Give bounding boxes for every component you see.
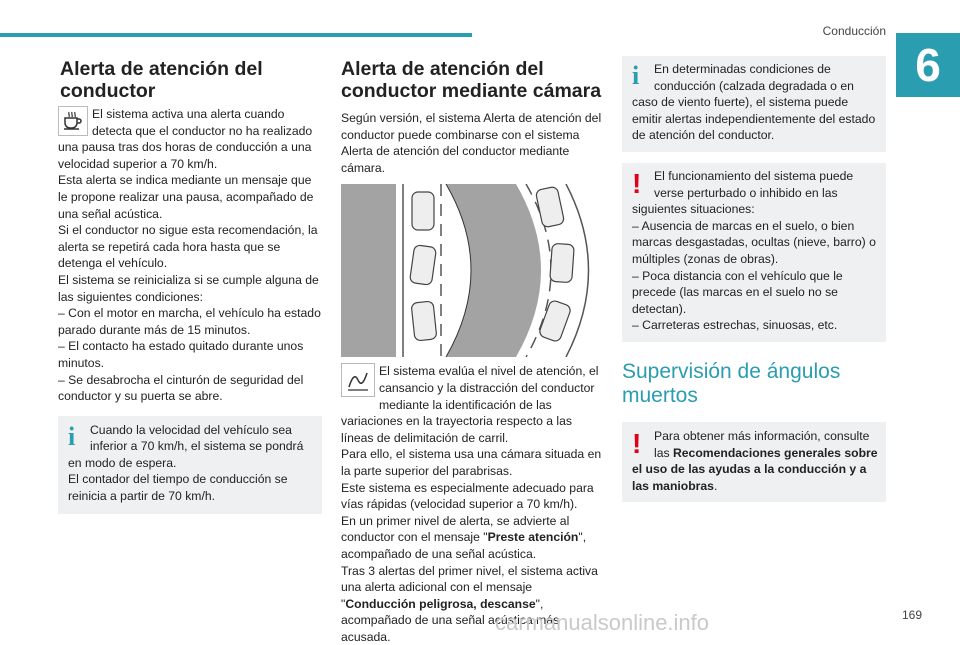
list-item: – El contacto ha estado quitado durante unos minutos. <box>58 338 322 371</box>
list-item: – Carreteras estrechas, sinuosas, etc. <box>632 317 878 334</box>
list-item: – Poca distancia con el vehículo que le precede (las marcas en el suelo no se detectan). <box>632 268 878 318</box>
column-middle <box>341 58 603 645</box>
text-part: ", acompañado de una señal acústica más acusada. <box>341 597 559 644</box>
heading-blind-spot: Supervisión de ángulos muertos <box>622 360 862 408</box>
paragraph-intro <box>58 106 322 172</box>
list-item: – Ausencia de marcas en el suelo, o bien marcas desgastadas, ocultas (nieve, barro) o múltiples (zonas de obras). <box>632 218 878 268</box>
evaluation-text: El sistema evalúa el nivel de atención, el cansancio y la distracción del conductor mediante la identificación de las variaciones en la trayectoria respecto a las líneas de delimitación de carril. <box>341 364 599 444</box>
paragraph-3: El sistema se reinicializa si se cumple alguna de las siguientes condiciones: <box>58 272 322 305</box>
info-text-1: Cuando la velocidad del vehículo sea inferior a 70 km/h, el sistema se pondrá en modo de espera. <box>68 422 314 472</box>
paragraph-2: Si el conductor no sigue esta recomendación, la alerta se repetirá cada hora hasta que se detenga el vehículo. <box>58 222 322 272</box>
paragraph-3 <box>341 513 603 563</box>
message-preste-atencion: Preste atención <box>488 530 579 544</box>
attention-wave-icon <box>341 363 375 397</box>
chapter-tab: 6 <box>896 33 960 97</box>
warning-text <box>632 428 878 494</box>
column-left <box>58 58 322 514</box>
info-box <box>58 416 322 514</box>
info-icon: i <box>632 63 646 91</box>
warning-intro: El funcionamiento del sistema puede verse perturbado o inhibido en las siguientes situaciones: <box>632 168 878 218</box>
paragraph-evaluation <box>341 363 603 446</box>
column-right <box>622 56 886 502</box>
lane-illustration <box>341 184 601 357</box>
warning-box <box>622 422 886 502</box>
heading-driver-alert: Alerta de atención del conductor <box>58 58 322 102</box>
section-title: Conducción <box>823 24 886 38</box>
list-item: – Se desabrocha el cinturón de seguridad del conductor y su puerta se abre. <box>58 372 322 405</box>
watermark: carmanualsonline.info <box>495 610 709 636</box>
warning-icon: ! <box>632 170 646 198</box>
list-item: – Con el motor en marcha, el vehículo ha estado parado durante más de 15 minutos. <box>58 305 322 338</box>
warning-box <box>622 163 886 342</box>
text-part: ", acompañado de una señal acústica. <box>341 530 586 561</box>
coffee-cup-icon <box>58 106 88 136</box>
text-part: . <box>714 479 717 493</box>
text-part: Tras 3 alertas del primer nivel, el sistema activa una alerta adicional con el mensaje " <box>341 564 598 611</box>
road-diagram <box>341 184 601 357</box>
paragraph-2: Este sistema es especialmente adecuado para vías rápidas (velocidad superior a 70 km/h). <box>341 480 603 513</box>
reference-link-text: Recomendaciones generales sobre el uso de las ayudas a la conducción y a las maniobras <box>632 446 878 493</box>
info-icon: i <box>68 424 82 452</box>
info-text: En determinadas condiciones de conducción (calzada degradada o en caso de viento fuerte), el sistema puede emitir alertas independientemente del estado de atención del conductor. <box>632 61 878 144</box>
info-box <box>622 56 886 152</box>
text-part: Para obtener más información, consulte las <box>654 429 869 460</box>
info-text-2: El contador del tiempo de conducción se reinicia a partir de 70 km/h. <box>68 471 314 504</box>
page-number: 169 <box>902 608 922 622</box>
paragraph-1: Para ello, el sistema usa una cámara situada en la parte superior del parabrisas. <box>341 446 603 479</box>
message-conduccion-peligrosa: Conducción peligrosa, descanse <box>345 597 535 611</box>
paragraph-1: Esta alerta se indica mediante un mensaje que le propone realizar una pausa, acompañado de una señal acústica. <box>58 172 322 222</box>
heading-camera-alert: Alerta de atención del conductor mediante cámara <box>341 58 603 102</box>
header-accent-bar <box>0 33 472 37</box>
warning-icon: ! <box>632 430 646 458</box>
paragraph-intro: Según versión, el sistema Alerta de atención del conductor puede combinarse con el sistema Alerta de atención del conductor mediante cámara. <box>341 110 603 176</box>
intro-text: El sistema activa una alerta cuando detecta que el conductor no ha realizado una pausa tras dos horas de conducción a una velocidad superior a 70 km/h. <box>58 107 312 171</box>
text-part: En un primer nivel de alerta, se advierte al conductor con el mensaje " <box>341 514 569 545</box>
